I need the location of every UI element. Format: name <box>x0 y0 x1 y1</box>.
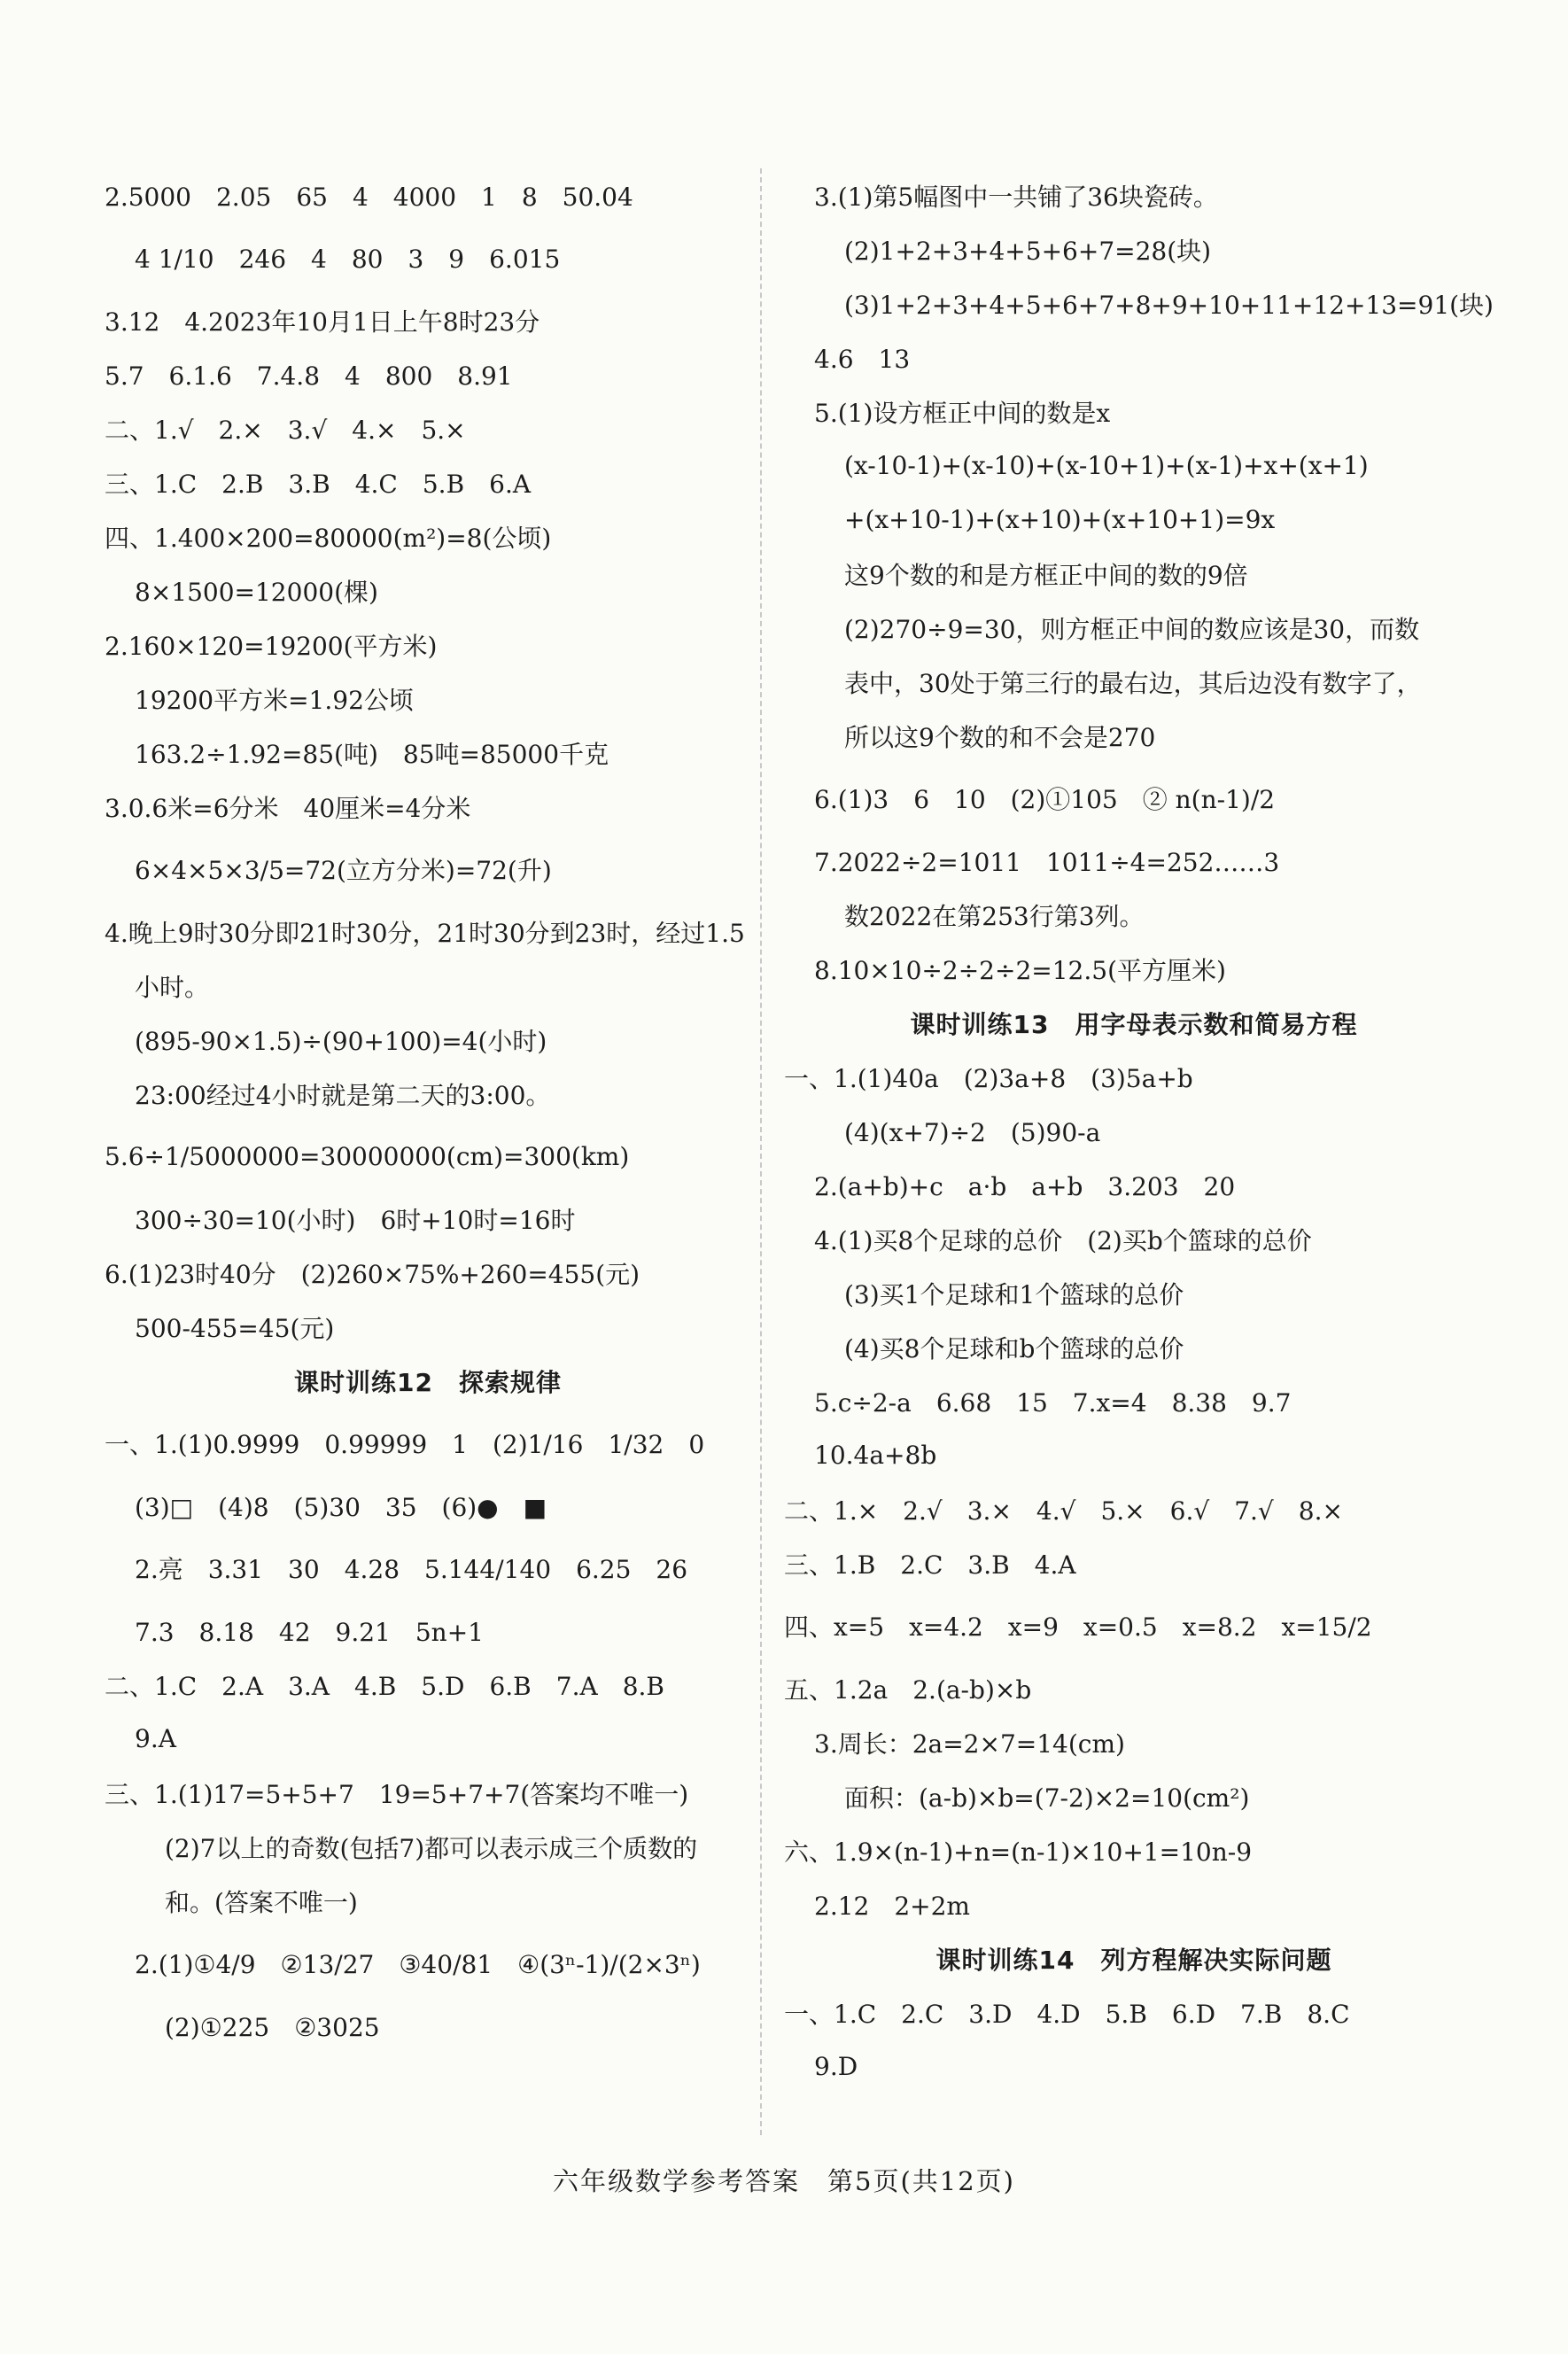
answer-line: 二、1.× 2.√ 3.× 4.√ 5.× 6.√ 7.√ 8.× <box>784 1496 1343 1526</box>
section-title: 课时训练14 列方程解决实际问题 <box>935 1945 1332 1975</box>
answer-line: (3)买1个足球和1个篮球的总价 <box>844 1279 1184 1309</box>
answer-line: 四、x=5 x=4.2 x=9 x=0.5 x=8.2 x=15/2 <box>784 1612 1372 1642</box>
answer-line: 5.6÷1/5000000=30000000(cm)=300(km) <box>105 1141 630 1171</box>
answer-line: 3.12 4.2023年10月1日上午8时23分 <box>105 307 540 337</box>
answer-line: (4)买8个足球和b个篮球的总价 <box>844 1333 1184 1363</box>
answer-line: 2.5000 2.05 65 4 4000 1 8 50.04 <box>105 182 633 212</box>
answer-line: 9.D <box>814 2052 858 2081</box>
answer-line: 四、1.400×200=80000(m²)=8(公顷) <box>105 523 552 553</box>
answer-line: 3.0.6米=6分米 40厘米=4分米 <box>105 793 471 823</box>
answer-line: 3.(1)第5幅图中一共铺了36块瓷砖。 <box>814 182 1218 212</box>
answer-line: 所以这9个数的和不会是270 <box>844 722 1156 752</box>
answer-line: 4.(1)买8个足球的总价 (2)买b个篮球的总价 <box>814 1225 1312 1255</box>
answer-line: 2.12 2+2m <box>814 1891 970 1921</box>
right-column <box>784 168 1494 2094</box>
answer-line: 9.A <box>135 1724 176 1753</box>
answer-line: 163.2÷1.92=85(吨) 85吨=85000千克 <box>135 739 609 769</box>
answer-line: 表中，30处于第三行的最右边，其后边没有数字了， <box>844 668 1422 698</box>
answer-line: 二、1.√ 2.× 3.√ 4.× 5.× <box>105 415 466 445</box>
answer-line: 一、1.C 2.C 3.D 4.D 5.B 6.D 7.B 8.C <box>784 1999 1350 2029</box>
answer-line: 2.160×120=19200(平方米) <box>105 631 438 661</box>
answer-line: 6×4×5×3/5=72(立方分米)=72(升) <box>135 856 552 885</box>
answer-line: 2.(a+b)+c a·b a+b 3.203 20 <box>814 1171 1236 1201</box>
page-footer: 六年级数学参考答案 第5页(共12页) <box>553 2166 1015 2196</box>
answer-line: 6.(1)3 6 10 (2)①105 ② n(n-1)/2 <box>814 785 1276 814</box>
answer-line: 6.(1)23时40分 (2)260×75%+260=455(元) <box>105 1259 640 1289</box>
answer-line: 小时。 <box>135 972 210 1002</box>
column-divider <box>760 168 762 2135</box>
answer-line: 500-455=45(元) <box>135 1313 335 1343</box>
answer-line: (3)1+2+3+4+5+6+7+8+9+10+11+12+13=91(块) <box>844 290 1494 320</box>
answer-line: (4)(x+7)÷2 (5)90-a <box>844 1117 1101 1147</box>
answer-line: 六、1.9×(n-1)+n=(n-1)×10+1=10n-9 <box>784 1837 1253 1867</box>
answer-line: 数2022在第253行第3列。 <box>844 901 1145 931</box>
answer-line: 5.7 6.1.6 7.4.8 4 800 8.91 <box>105 361 513 391</box>
answer-line: 面积：(a-b)×b=(7-2)×2=10(cm²) <box>844 1783 1250 1813</box>
answer-line: 这9个数的和是方框正中间的数的9倍 <box>844 560 1248 590</box>
answer-line: 二、1.C 2.A 3.A 4.B 5.D 6.B 7.A 8.B <box>105 1671 664 1701</box>
answer-line: 8.10×10÷2÷2÷2=12.5(平方厘米) <box>814 955 1226 985</box>
answer-line: 一、1.(1)0.9999 0.99999 1 (2)1/16 1/32 0 <box>105 1430 705 1459</box>
answer-line: 五、1.2a 2.(a-b)×b <box>784 1674 1032 1705</box>
answer-line: (2)270÷9=30，则方框正中间的数应该是30，而数 <box>844 614 1420 644</box>
answer-line: 8×1500=12000(棵) <box>135 577 378 607</box>
answer-line: 三、1.(1)17=5+5+7 19=5+7+7(答案均不唯一) <box>105 1779 689 1809</box>
answer-line: 4.6 13 <box>814 344 911 374</box>
answer-line: 23:00经过4小时就是第二天的3:00。 <box>135 1080 551 1110</box>
answer-line: 300÷30=10(小时) 6时+10时=16时 <box>135 1205 576 1235</box>
answer-line: (2)①225 ②3025 <box>165 2012 380 2042</box>
answer-line: 3.周长：2a=2×7=14(cm) <box>814 1729 1125 1759</box>
answer-line: 7.3 8.18 42 9.21 5n+1 <box>135 1617 484 1647</box>
answer-line: (2)7以上的奇数(包括7)都可以表示成三个质数的 <box>165 1833 698 1863</box>
answer-line: 一、1.(1)40a (2)3a+8 (3)5a+b <box>784 1063 1193 1093</box>
answer-line: 2.(1)①4/9 ②13/27 ③40/81 ④(3ⁿ-1)/(2×3ⁿ) <box>135 1950 701 1979</box>
left-column <box>105 168 751 2053</box>
answer-line: 10.4a+8b <box>814 1441 937 1470</box>
answer-line: (895-90×1.5)÷(90+100)=4(小时) <box>135 1026 547 1056</box>
answer-line: 和。(答案不唯一) <box>165 1887 358 1917</box>
answer-line: 4.晚上9时30分即21时30分，21时30分到23时，经过1.5 <box>105 918 745 948</box>
answer-line: 4 1/10 246 4 80 3 9 6.015 <box>135 245 561 274</box>
answer-line: 2.亮 3.31 30 4.28 5.144/140 6.25 26 <box>135 1555 688 1584</box>
answer-line: (3)□ (4)8 (5)30 35 (6)● ■ <box>135 1492 547 1522</box>
answer-line: 三、1.C 2.B 3.B 4.C 5.B 6.A <box>105 469 532 499</box>
answer-line: 5.(1)设方框正中间的数是x <box>814 398 1111 428</box>
answer-line: 三、1.B 2.C 3.B 4.A <box>784 1550 1076 1580</box>
answer-line: 19200平方米=1.92公顷 <box>135 685 414 715</box>
answer-line: +(x+10-1)+(x+10)+(x+10+1)=9x <box>844 505 1276 534</box>
answer-line: 5.c÷2-a 6.68 15 7.x=4 8.38 9.7 <box>814 1387 1292 1418</box>
section-title: 课时训练12 探索规律 <box>294 1367 562 1397</box>
answer-line: (2)1+2+3+4+5+6+7=28(块) <box>844 236 1212 266</box>
answer-line: (x-10-1)+(x-10)+(x-10+1)+(x-1)+x+(x+1) <box>844 451 1369 480</box>
section-title: 课时训练13 用字母表示数和简易方程 <box>910 1009 1358 1039</box>
answer-line: 7.2022÷2=1011 1011÷4=252……3 <box>814 847 1280 877</box>
